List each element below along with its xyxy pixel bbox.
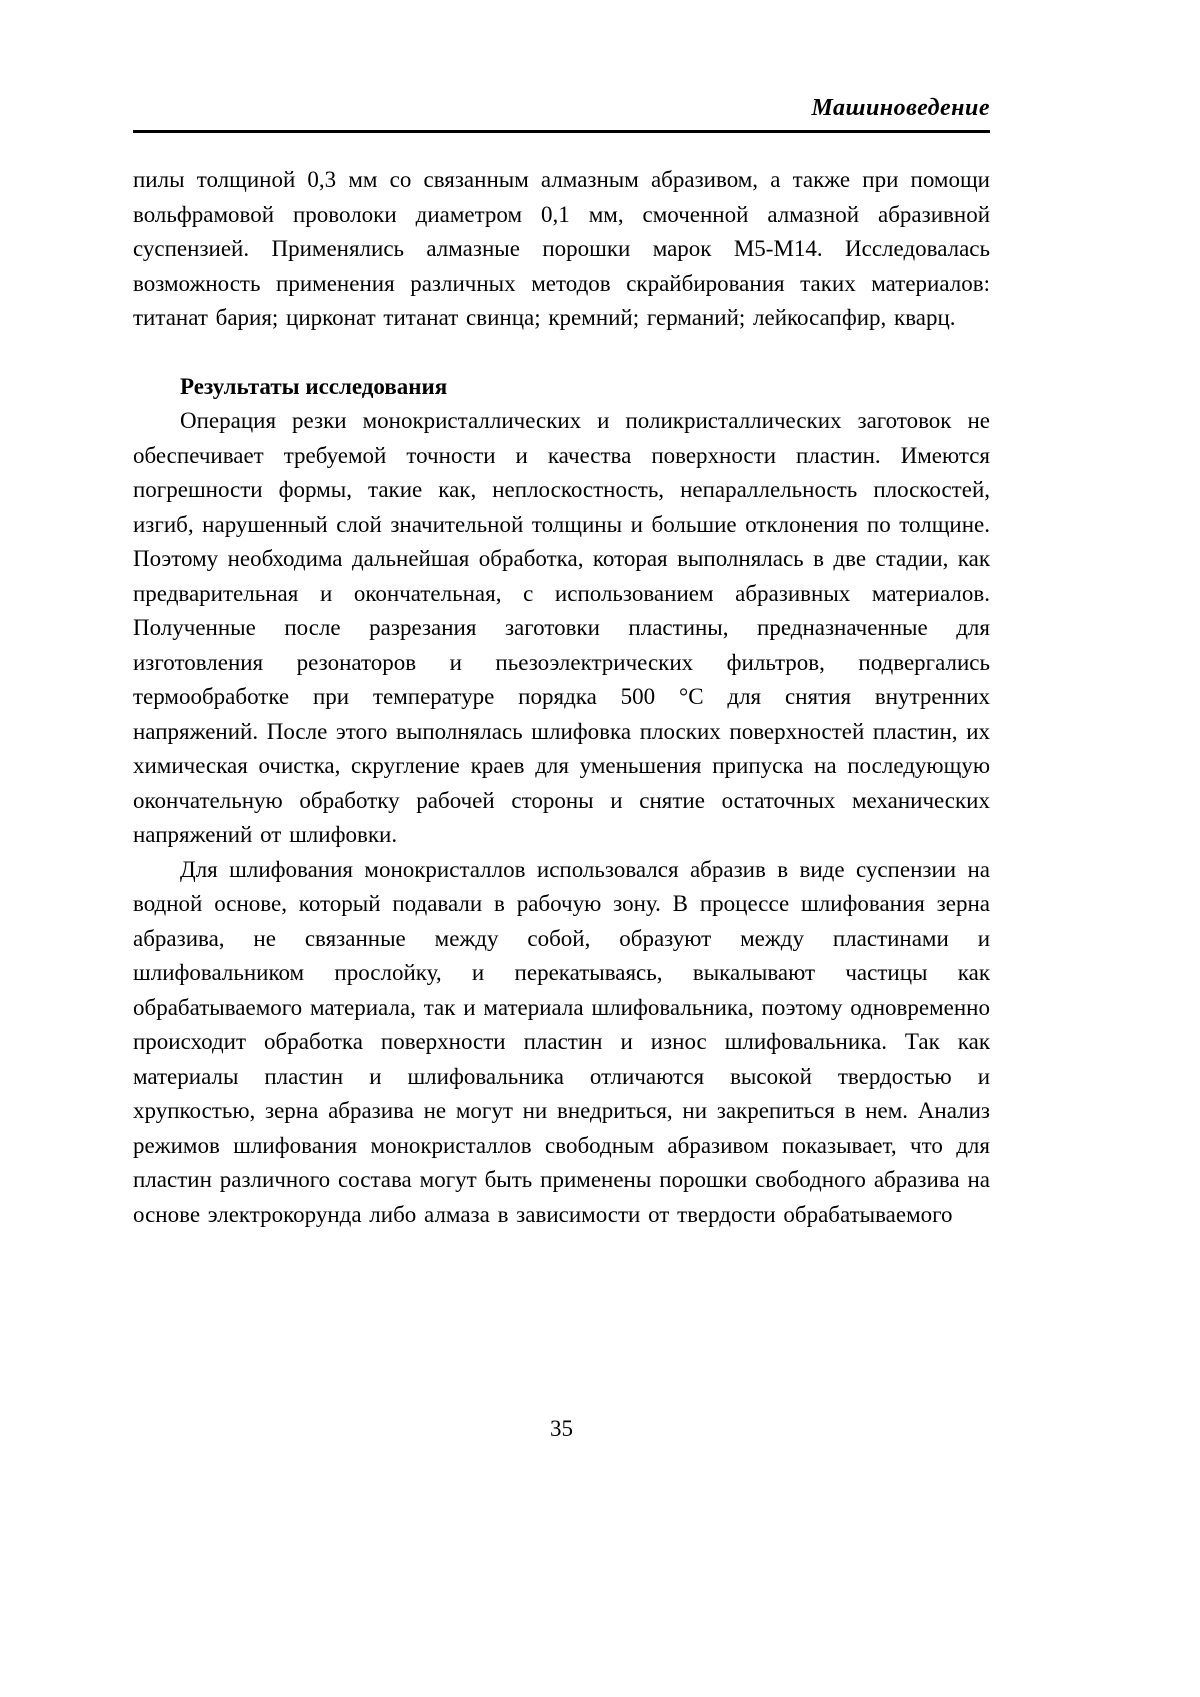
section-heading-results: Результаты исследования bbox=[180, 373, 448, 399]
page-content bbox=[133, 93, 990, 1232]
paragraph-2: Операция резки монокристаллических и поликристаллических заготовок не обеспечивает требуемой точности и качества поверхности пластин. Имеются погрешности формы, такие как, неплоскостность, непараллельность плоскостей, изгиб, нарушенный слой значительной толщины и большие отклонения по толщине. Поэтому необходима дальнейшая обработка, которая выполнялась в две стадии, как предварительная и окончательная, с использованием абразивных материалов. Полученные после разрезания заготовки пластины, предназначенные для изготовления резонаторов и пьезоэлектрических фильтров, подвергались термообработке при температуре порядка 500 °С для снятия внутренних напряжений. После этого выполнялась шлифовка плоских поверхностей пластин, их химическая очистка, скругление краев для уменьшения припуска на последующую окончательную обработку рабочей стороны и снятие остаточных механических напряжений от шлифовки. bbox=[133, 408, 990, 847]
page-number: 35 bbox=[550, 1416, 573, 1441]
header-rule bbox=[133, 130, 990, 133]
journal-title: Машиноведение bbox=[811, 95, 990, 121]
paragraph-3: Для шлифования монокристаллов использовался абразив в виде суспензии на водной основе, который подавали в рабочую зону. В процессе шлифования зерна абразива, не связанные между собой, образуют между пластинами и шлифовальником прослойку, и перекатываясь, выкалывают частицы как обрабатываемого материала, так и материала шлифовальника, поэтому одновременно происходит обработка поверхности пластин и износ шлифовальника. Так как материалы пластин и шлифовальника отличаются высокой твердостью и хрупкостью, зерна абразива не могут ни внедриться, ни закрепиться в нем. Анализ режимов шлифования монокристаллов свободным абразивом показывает, что для пластин различного состава могут быть применены порошки свободного абразива на основе электрокорунда либо алмаза в зависимости от твердости обрабатываемого bbox=[133, 856, 990, 1227]
paragraph-1: пилы толщиной 0,3 мм со связанным алмазным абразивом, а также при помощи вольфрамовой проволоки диаметром 0,1 мм, смоченной алмазной абразивной суспензией. Применялись алмазные порошки марок М5-М14. Исследовалась возможность применения различных методов скрайбирования таких материалов: титанат бария; цирконат титанат свинца; кремний; германий; лейкосапфир, кварц. bbox=[133, 167, 990, 330]
